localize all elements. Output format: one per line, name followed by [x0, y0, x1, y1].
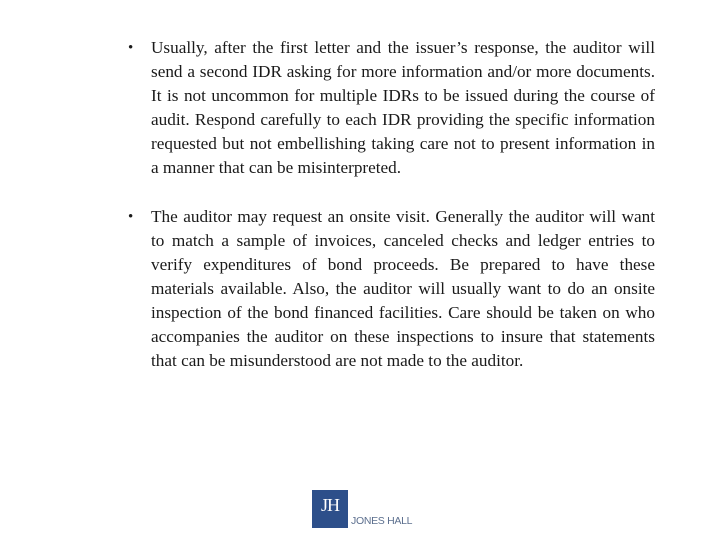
bullet-marker: • — [128, 40, 134, 56]
logo-mark: JH — [320, 495, 339, 515]
bullet-list — [128, 36, 655, 398]
bullet-item — [128, 36, 655, 180]
bullet-item — [128, 205, 655, 373]
jones-hall-logo — [312, 490, 422, 530]
bullet-marker: • — [128, 209, 134, 225]
logo-box — [312, 490, 348, 528]
bullet-text: The auditor may request an onsite visit. Generally the auditor will want to match a sample of invoices, canceled checks and ledger entries to verify expenditures of bond proceeds. Be prepared to have these materials available. Also, the auditor will usually want to do an onsite inspection of the bond financed facilities. Care should be taken on who accompanies the auditor on these inspections to insure that statements that can be misunderstood are not made to the auditor. — [151, 207, 655, 370]
logo-name: JONES HALL — [351, 515, 413, 527]
bullet-text: Usually, after the first letter and the issuer’s response, the auditor will send a second IDR asking for more information and/or more documents. It is not uncommon for multiple IDRs to be issued during the course of audit. Respond carefully to each IDR providing the specific information requested but not embellishing taking care not to present information in a manner that can be misinterpreted. — [151, 38, 655, 177]
